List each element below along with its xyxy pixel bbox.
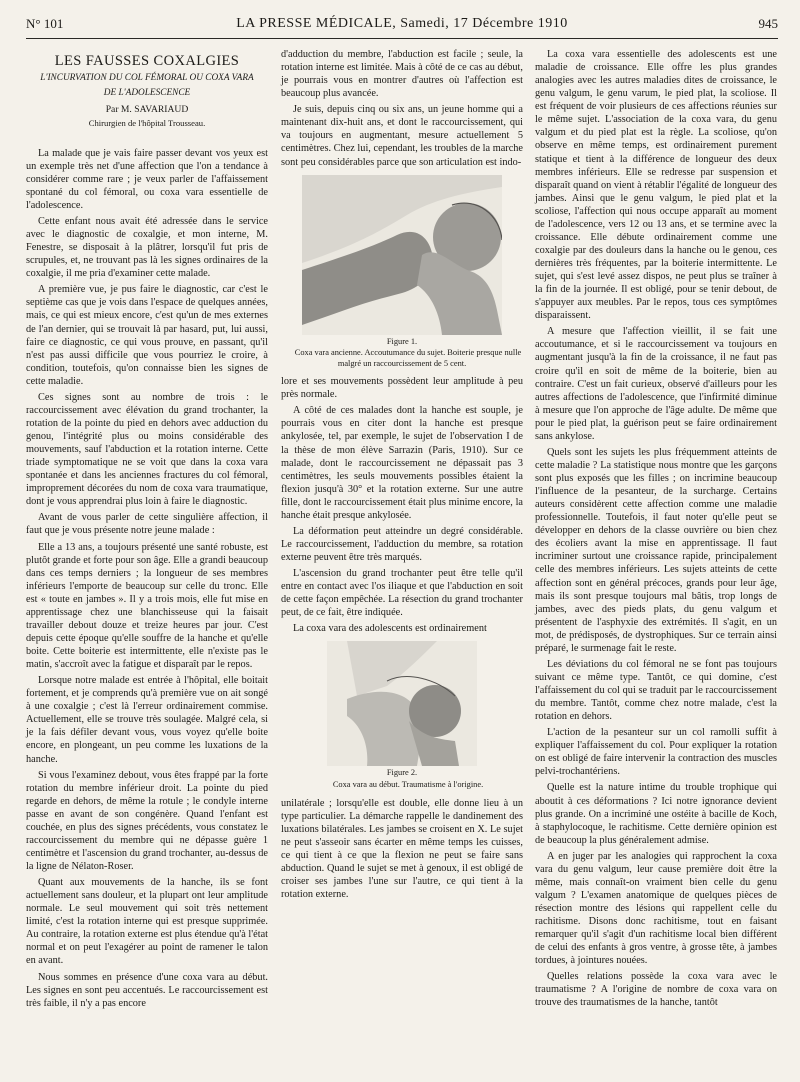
column-3 (535, 48, 777, 1013)
paragraph: A en juger par les analogies qui rapprochent la coxa vara du genu valgum, leur cause première doit être la même, mais connaît-on vraiment bien celle du genu valgum ? L'examen anatomique de quelques pièces de résection montre des lésions qui rappellent celle du rachitisme. Disons donc rachitisme, tout en faisant remarquer qu'il s'agit d'un rachitisme local bien différent de celui des enfants à gros ventre, à grosse tête, à jambes tordues, à jointures nouées. (535, 850, 777, 967)
paragraph: La coxa vara essentielle des adolescents est une maladie de croissance. Elle offre les plus grandes analogies avec les autres maladies dites de croissance, le genu valgum, le genu varum, le pied plat, la scoliose. Il est fréquent de voir plusieurs de ces affections réunies sur le même sujet. L'association de la coxa vara, du genu valgum et du pied plat est la règle. La scoliose, qu'on observe en même temps, est ordinairement purement statique et tient à la différence de longueur des deux membres inférieurs. Elle se redresse par suspension et disparaît quand on vient à rétablir l'égalité de longueur des jambes. Ainsi que le genu valgum, le pied plat et la scoliose, l'affection qui nous occupe apparaît au moment de l'adolescence, vers 12 ou 13 ans, et se termine avec la croissance. Elle débute ordinairement comme une coxalgie par des douleurs dans la hanche ou le genou, ces dernières très fréquentes, par la boiterie intermittente. Le sujet, qui s'est levé assez dispos, ne peut plus se traîner à la fin de la journée. Il est obligé, pour se tenir debout, de s'appuyer aux meubles. Par le repos, tous ces symptômes disparaissent. (535, 49, 777, 322)
figure-1-label: Figure 1. (386, 336, 418, 346)
column-2-middle (281, 375, 523, 635)
article-subtitle-2: DE L'ADOLESCENCE (103, 88, 191, 99)
journal-title: LA PRESSE MÉDICALE, Samedi, 17 Décembre 1910 (236, 16, 568, 31)
paragraph: Nous sommes en présence d'une coxa vara au début. Les signes en sont peu accentués. Le raccourcissement est très faible, il n'y a pas encore (26, 971, 268, 1009)
article-author: Par M. SAVARIAUD (105, 103, 189, 115)
column-2-bottom (281, 797, 523, 902)
paragraph: A première vue, je pus faire le diagnostic, car c'est le septième cas que je vois dans l'espace de quelques années, mais, ce qui est mieux encore, c'est qu'un de mes externes de l'an dernier, qui se trouvait là par hasard, put, lui aussi, faire ce diagnostic, ce qui vous prouve, en passant, qu'il n'est pas aussi difficile que vous pourriez le croire, à condition, toutefois, qu'on connaisse bien les signes de cette maladie. (26, 284, 268, 387)
paragraph: L'action de la pesanteur sur un col ramolli suffit à expliquer l'affaissement du col. Pour expliquer la rotation on est obligé de faire intervenir la contraction des muscles pelvi-trochantériens. (535, 727, 777, 778)
paragraph: Quels sont les sujets les plus fréquemment atteints de cette maladie ? La statistique nous montre que les garçons sont plus exposés que les filles ; on incrimine beaucoup l'influence de la pesanteur, de la surcharge. Certains auteurs considèrent cette affection comme une maladie professionnelle. Toutefois, il faut noter qu'elle peut se développer en dehors de la classe ouvrière ou bien chez des écoliers avant la mise en apprentissage. Il faut incriminer surtout une croissance rapide, principalement celle des membres inférieurs. Les sujets atteints de cette affection sont en général précoces, grands pour leur âge, mais ils sont presque toujours mal bâtis, trop longs de jambes, avec des pieds plats, du genu valgum et présentent de l'asphyxie des extrémités. Il s'agit, en un mot, de prédisposés, de dystrophiques. Sur ce terrain ainsi préparé, le surmenage fait le reste. (535, 446, 777, 654)
paragraph: La malade que je vais faire passer devant vos yeux est un exemple très net d'une affection que l'on a tendance à considérer comme rare ; je veux parler de l'affaissement spontané du col fémoral, ou coxa vara essentielle de l'adolescence. (26, 147, 268, 211)
figure-2 (281, 641, 523, 790)
paragraph: La déformation peut atteindre un degré considérable. Le raccourcissement, l'adduction du membre, sa rotation externe peuvent être très marqués. (281, 525, 523, 564)
paragraph: Ces signes sont au nombre de trois : le raccourcissement avec élévation du grand trochanter, la rotation de la pointe du pied en dehors avec adduction du genou, l'intégrité plus ou moins considérable des mouvements, sauf l'abduction et la rotation interne. Cette triade symptomatique ne se voit que dans la coxa vara spontanée et dans les anciennes fractures du col fémoral, improprement décorées du nom de coxa vara traumatique, dont je vous apprendrai plus loin à faire le diagnostic. (26, 391, 268, 508)
paragraph: d'adduction du membre, l'abduction est facile ; seule, la rotation interne est limitée. Mais à côté de ce cas au début, je pourrais vous en montrer d'autres où l'affection est beaucoup plus avancée. (281, 49, 523, 100)
page-header (26, 12, 778, 39)
page-number: 945 (758, 16, 778, 31)
paragraph: A côté de ces malades dont la hanche est souple, je pourrais vous en citer dont la hanche est presque ankylosée, tel, par exemple, le sujet de l'observation I de la thèse de mon élève Sarrazin (Paris, 1910). Sur ce malade, dont le raccourcissement ne dépassait pas 3 centimètres, les seuls mouvements possibles étaient la flexion jusqu'à 30° et la rotation externe. Sur une autre fille, dont le raccourcissement était plus minime encore, la hanche était presque ankylosée. (281, 405, 523, 521)
paragraph: Les déviations du col fémoral ne se font pas toujours suivant ce même type. Tantôt, ce qui domine, c'est l'affaissement du col qui se traduit par le raccourcissement du membre. Tantôt, comme chez notre malade, c'est la rotation en dehors. (535, 658, 777, 723)
figure-1 (281, 175, 523, 370)
column-2 (281, 48, 523, 904)
paragraph: Je suis, depuis cinq ou six ans, un jeune homme qui a maintenant dix-huit ans, et dont le raccourcissement, qui va toujours en augmentant, mesure actuellement 5 centimètres. Chez lui, cependant, les troubles de la marche sont peu considérables parce que son articulation est indo- (281, 104, 523, 168)
column-2-top (281, 48, 523, 169)
article-title: LES FAUSSES COXALGIES (54, 53, 240, 69)
figure-1-caption: Coxa vara ancienne. Accoutumance du sujet. Boiterie presque nulle malgré un raccourcissement de 5 cent. (294, 348, 522, 368)
figure-2-label: Figure 2. (386, 768, 418, 778)
article-subtitle: L'INCURVATION DU COL FÉMORAL OU COXA VARA (40, 73, 254, 84)
paragraph: Elle a 13 ans, a toujours présenté une santé robuste, est plutôt grande et forte pour son âge. Elle a grandi beaucoup dans ces temps derniers ; la longueur de ses membres inférieurs l'emporte de beaucoup sur celle du tronc. Elle est « toute en jambes ». Il y a trois mois, elle fut mise en apprentissage chez une blanchisseuse qui la faisait travailler debout douze et treize heures par jour. C'est depuis cette époque qu'elle souffre de la hanche et qu'elle boite. Cette boiterie est intermittente, elle n'existe pas le matin, s'accroît avec la fatigue et disparaît par le repos. (26, 541, 268, 671)
paragraph: Cette enfant nous avait été adressée dans le service avec le diagnostic de coxalgie, et mon interne, M. Fenestre, se disposait à la plâtrer, lorsqu'il fut pris de scrupules, et, ne trouvant pas là les signes ordinaires de la coxalgie, il me pria d'examiner cette malade. (26, 216, 268, 280)
paragraph: Quelle est la nature intime du trouble trophique qui aboutit à ces déformations ? Ici notre ignorance devient plus grande. On a incriminé une ostéite à bacille de Koch, à staphylocoque, le rachitisme. Cette dernière opinion est de beaucoup la plus généralement admise. (535, 782, 777, 846)
issue-number: N° 101 (26, 16, 64, 31)
column-1 (26, 48, 268, 1013)
paragraph: A mesure que l'affection vieillit, il se fait une accoutumance, et si le raccourcissement va toujours en augmentant jusqu'à la fin de la croissance, il ne faut pas croire qu'il en soit de même de la boiterie, bien au contraire. C'est un fait curieux, observé d'ailleurs pour les autres affections de l'adolescence, que l'infirmité diminue à mesure que l'on approche de l'âge adulte. De même que pour le pied plat, la guérison peut se faire ordinairement sans ankylose. (535, 326, 777, 442)
column-3-body (535, 48, 777, 1010)
paragraph: Quelles relations possède la coxa vara avec le traumatisme ? A l'origine de nombre de coxa vara on trouve des traumatismes de la hanche, tantôt (535, 971, 777, 1009)
paragraph: Quant aux mouvements de la hanche, ils se font actuellement sans douleur, et la plupart ont leur amplitude normale. Le seul mouvement qui soit très nettement limité, c'est la rotation interne qui est presque supprimée. Au contraire, la rotation externe est plus étendue qu'à l'état normal et on peut l'exagérer au point de ramener le talon en avant. (26, 877, 268, 967)
figure-1-illustration (302, 175, 502, 335)
paragraph: L'ascension du grand trochanter peut être telle qu'il entre en contact avec l'os iliaque et que l'abduction en soit de cette façon empêchée. La résection du grand trochanter peut, de ce fait, être indiquée. (281, 568, 523, 619)
figure-2-illustration (327, 641, 477, 766)
paragraph: Avant de vous parler de cette singulière affection, il faut que je vous présente notre jeune malade : (26, 512, 268, 537)
paragraph: Si vous l'examinez debout, vous êtes frappé par la forte rotation du membre inférieur droit. La pointe du pied regarde en dehors, de même la rotule ; le condyle interne passe en avant de son congénère. Quand l'enfant est couchée, en plus des signes précédents, vous constatez le raccourcissement du membre qui ne dépasse guère 1 centimètre et l'ascension du grand trochanter, au-dessus de la ligne de Nélaton-Roser. (26, 769, 268, 873)
paragraph: lore et ses mouvements possèdent leur amplitude à peu près normale. (281, 376, 523, 401)
column-1-body (26, 147, 268, 1010)
paragraph: La coxa vara des adolescents est ordinairement (293, 623, 487, 635)
paragraph: unilatérale ; lorsqu'elle est double, elle donne lieu à un type particulier. La démarche rappelle le dandinement des luxations bilatérales. Les jambes se croisent en X. Le sujet ne peut s'asseoir sans écarter en même temps les cuisses, ce qui tient à ce que la flexion ne peut se faire sans abduction. Quand le sujet se met à genoux, il est obligé de croiser ses jambes l'une sur l'autre, ce qui tient à la rotation externe. (281, 797, 523, 901)
paragraph: Lorsque notre malade est entrée à l'hôpital, elle boitait fortement, et je comprends qu'à première vue on ait songé à une coxalgie ; c'est là l'erreur ordinairement commise. Actuellement, elle se trouve très soulagée. Malgré cela, si je la fais défiler devant vous, vous voyez qu'elle boite encore, en plongeant, un peu comme les luxations de la hanche. (26, 675, 268, 765)
author-role: Chirurgien de l'hôpital Trousseau. (88, 117, 206, 128)
figure-2-caption: Coxa vara au début. Traumatisme à l'origine. (332, 780, 484, 790)
